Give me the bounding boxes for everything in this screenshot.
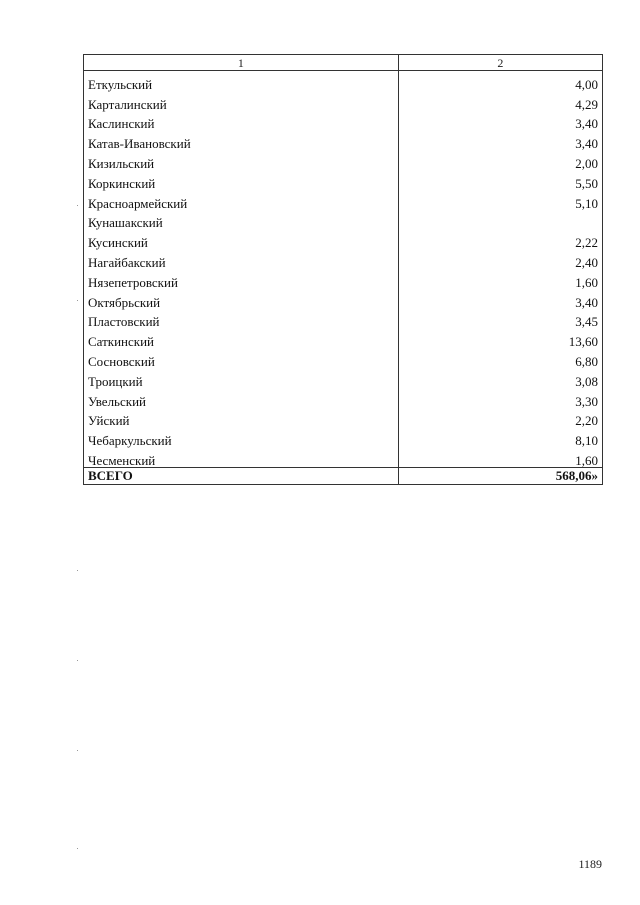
total-label: ВСЕГО <box>84 467 399 484</box>
district-name: Уйский <box>84 408 399 428</box>
district-value: 3,08 <box>398 368 602 388</box>
table-row <box>84 190 603 210</box>
district-name: Нагайбакский <box>84 249 399 269</box>
district-value: 2,40 <box>398 249 602 269</box>
district-value <box>398 210 602 230</box>
column-header-2: 2 <box>398 55 602 71</box>
district-value: 8,10 <box>398 427 602 447</box>
district-values-table <box>83 54 603 485</box>
district-name: Октябрьский <box>84 289 399 309</box>
district-name: Чебаркульский <box>84 427 399 447</box>
table-row <box>84 71 603 91</box>
district-value: 4,29 <box>398 91 602 111</box>
table-row <box>84 91 603 111</box>
district-value: 5,10 <box>398 190 602 210</box>
district-name: Саткинский <box>84 328 399 348</box>
table-row <box>84 348 603 368</box>
district-name: Еткульский <box>84 71 399 91</box>
district-value: 3,45 <box>398 309 602 329</box>
table-row <box>84 388 603 408</box>
district-name: Троицкий <box>84 368 399 388</box>
district-value: 13,60 <box>398 328 602 348</box>
district-value: 3,30 <box>398 388 602 408</box>
column-header-1: 1 <box>84 55 399 71</box>
district-name: Карталинский <box>84 91 399 111</box>
district-value: 2,00 <box>398 150 602 170</box>
scan-speck <box>77 660 78 661</box>
scan-speck <box>77 570 78 571</box>
table-row <box>84 130 603 150</box>
district-value: 3,40 <box>398 130 602 150</box>
table-row <box>84 269 603 289</box>
table-row <box>84 408 603 428</box>
district-value: 3,40 <box>398 111 602 131</box>
table-row <box>84 368 603 388</box>
district-value: 6,80 <box>398 348 602 368</box>
district-value: 3,40 <box>398 289 602 309</box>
table-row <box>84 210 603 230</box>
table-row <box>84 111 603 131</box>
table-header-row <box>84 55 603 71</box>
table-row <box>84 447 603 467</box>
scan-speck <box>77 205 78 206</box>
district-name: Катав-Ивановский <box>84 130 399 150</box>
table-row <box>84 249 603 269</box>
district-name: Чесменский <box>84 447 399 467</box>
district-value: 1,60 <box>398 269 602 289</box>
table-row <box>84 309 603 329</box>
total-value: 568,06» <box>398 467 602 484</box>
district-name: Кунашакский <box>84 210 399 230</box>
table-body <box>84 71 603 485</box>
district-name: Коркинский <box>84 170 399 190</box>
district-value: 5,50 <box>398 170 602 190</box>
table-row <box>84 150 603 170</box>
scan-speck <box>77 750 78 751</box>
scan-speck <box>77 300 78 301</box>
district-value: 1,60 <box>398 447 602 467</box>
page-number: 1189 <box>578 857 602 871</box>
table-row <box>84 427 603 447</box>
table-row <box>84 229 603 249</box>
table-row <box>84 289 603 309</box>
district-name: Каслинский <box>84 111 399 131</box>
district-name: Увельский <box>84 388 399 408</box>
district-name: Сосновский <box>84 348 399 368</box>
district-name: Кусинский <box>84 229 399 249</box>
district-name: Нязепетровский <box>84 269 399 289</box>
district-value: 2,22 <box>398 229 602 249</box>
table-row <box>84 170 603 190</box>
district-name: Пластовский <box>84 309 399 329</box>
scan-speck <box>77 848 78 849</box>
table-row <box>84 328 603 348</box>
district-value: 4,00 <box>398 71 602 91</box>
district-value: 2,20 <box>398 408 602 428</box>
district-name: Красноармейский <box>84 190 399 210</box>
district-name: Кизильский <box>84 150 399 170</box>
total-row <box>84 467 603 484</box>
